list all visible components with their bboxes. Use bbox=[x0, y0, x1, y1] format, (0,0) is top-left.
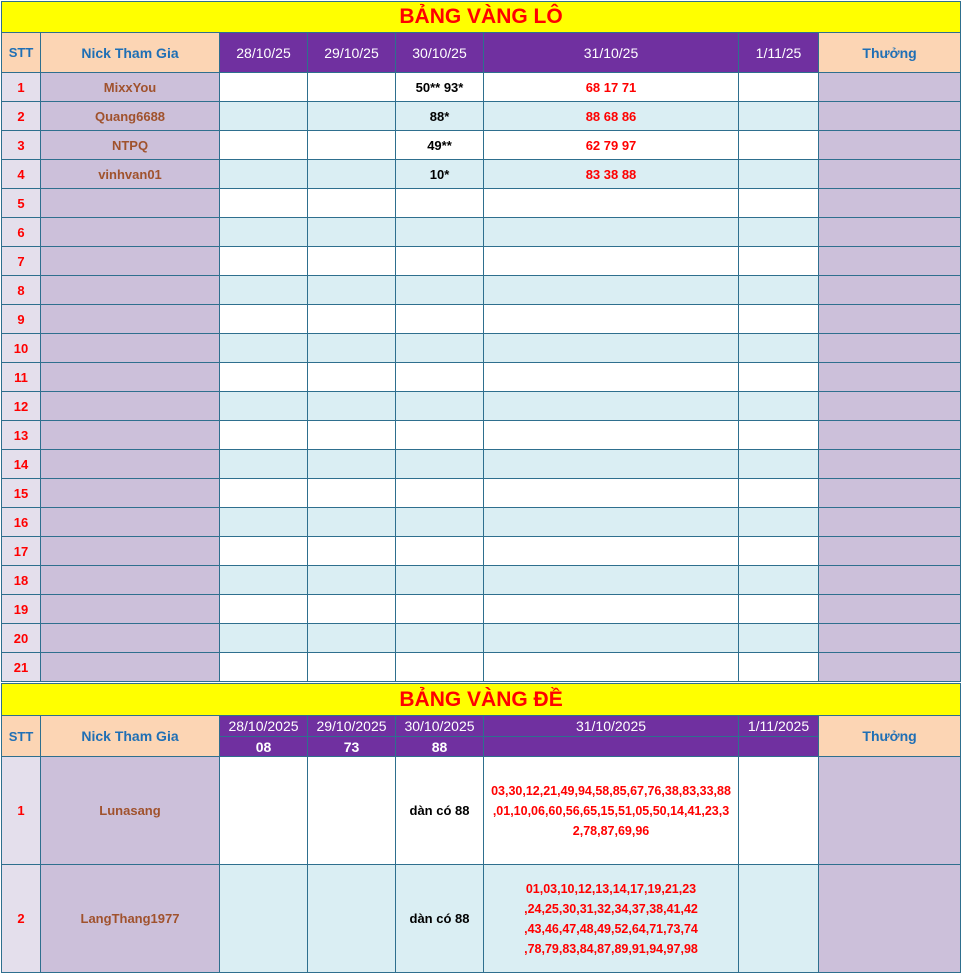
lo-row-date-5 bbox=[739, 160, 819, 189]
lo-row bbox=[2, 508, 961, 537]
de-number-line: 2,78,87,69,96 bbox=[572, 823, 650, 838]
de-row-date-4 bbox=[484, 757, 739, 865]
lo-row-date-2 bbox=[308, 218, 396, 247]
lo-row-date-4 bbox=[484, 537, 739, 566]
lo-row-date-3 bbox=[396, 247, 484, 276]
lo-row-date-3: 49** bbox=[396, 131, 484, 160]
lo-row bbox=[2, 189, 961, 218]
lo-row-nick bbox=[41, 653, 220, 682]
lo-row-reward bbox=[819, 392, 961, 421]
lo-row-date-2 bbox=[308, 450, 396, 479]
lo-row-date-4 bbox=[484, 653, 739, 682]
lo-row-nick bbox=[41, 247, 220, 276]
lo-row-date-3 bbox=[396, 624, 484, 653]
lo-row-date-4 bbox=[484, 305, 739, 334]
lo-row-stt: 2 bbox=[2, 102, 41, 131]
lo-row bbox=[2, 421, 961, 450]
lo-row-date-5 bbox=[739, 189, 819, 218]
lo-row-stt: 6 bbox=[2, 218, 41, 247]
lo-row-date-2 bbox=[308, 392, 396, 421]
lo-rows bbox=[2, 73, 961, 682]
lo-row-date-1 bbox=[220, 160, 308, 189]
lo-row-date-1 bbox=[220, 73, 308, 102]
lo-row-date-1 bbox=[220, 363, 308, 392]
de-header-date-3: 30/10/2025 bbox=[396, 716, 484, 737]
lo-row-date-5 bbox=[739, 247, 819, 276]
lo-row-date-2 bbox=[308, 363, 396, 392]
lo-row-date-3 bbox=[396, 479, 484, 508]
lo-row bbox=[2, 276, 961, 305]
lo-row-stt: 10 bbox=[2, 334, 41, 363]
lo-row-date-3 bbox=[396, 566, 484, 595]
lo-row-stt: 20 bbox=[2, 624, 41, 653]
lo-row-nick bbox=[41, 566, 220, 595]
lo-row-date-3 bbox=[396, 189, 484, 218]
lo-row-date-2 bbox=[308, 276, 396, 305]
de-header-date-4: 31/10/2025 bbox=[484, 716, 739, 737]
de-row-date-2 bbox=[308, 757, 396, 865]
lo-row-date-5 bbox=[739, 421, 819, 450]
lo-row bbox=[2, 131, 961, 160]
lo-row-reward bbox=[819, 102, 961, 131]
lo-row-date-4 bbox=[484, 276, 739, 305]
lo-row-reward bbox=[819, 653, 961, 682]
lo-row-date-2 bbox=[308, 247, 396, 276]
de-row-date-4 bbox=[484, 865, 739, 973]
lo-row-date-1 bbox=[220, 102, 308, 131]
de-header-date-1: 28/10/2025 bbox=[220, 716, 308, 737]
lo-row-stt: 1 bbox=[2, 73, 41, 102]
de-number-line: ,43,46,47,48,49,52,64,71,73,74 bbox=[524, 921, 698, 936]
de-row-date-5 bbox=[739, 865, 819, 973]
lo-row-stt: 8 bbox=[2, 276, 41, 305]
lo-row-stt: 14 bbox=[2, 450, 41, 479]
de-row-date-3: dàn có 88 bbox=[396, 865, 484, 973]
de-header-reward: Thưởng bbox=[819, 716, 961, 757]
lo-row-date-5 bbox=[739, 450, 819, 479]
lo-row-nick bbox=[41, 276, 220, 305]
lo-row bbox=[2, 102, 961, 131]
lo-row-date-4 bbox=[484, 566, 739, 595]
de-header-date-5: 1/11/2025 bbox=[739, 716, 819, 737]
lo-row bbox=[2, 653, 961, 682]
lo-row-date-5 bbox=[739, 653, 819, 682]
lo-row-date-5 bbox=[739, 508, 819, 537]
lo-table bbox=[1, 1, 961, 682]
lo-row-nick bbox=[41, 305, 220, 334]
lo-row-date-2 bbox=[308, 537, 396, 566]
lo-header-reward: Thưởng bbox=[819, 33, 961, 73]
de-rows bbox=[2, 757, 961, 973]
lo-row-date-2 bbox=[308, 479, 396, 508]
lo-row bbox=[2, 566, 961, 595]
lo-row-date-2 bbox=[308, 508, 396, 537]
lo-row-reward bbox=[819, 276, 961, 305]
de-header-nick: Nick Tham Gia bbox=[41, 716, 220, 757]
lo-row bbox=[2, 363, 961, 392]
lo-row-stt: 18 bbox=[2, 566, 41, 595]
lo-row-nick bbox=[41, 392, 220, 421]
de-number-line: 03,30,12,21,49,94,58,85,67,76,38,83,33,88 bbox=[491, 783, 731, 798]
de-row bbox=[2, 757, 961, 865]
lo-row-date-2 bbox=[308, 189, 396, 218]
lo-row-date-2 bbox=[308, 421, 396, 450]
lo-row-date-1 bbox=[220, 247, 308, 276]
lo-row-reward bbox=[819, 479, 961, 508]
lo-row-date-5 bbox=[739, 537, 819, 566]
lo-row-date-1 bbox=[220, 276, 308, 305]
lo-row-date-2 bbox=[308, 131, 396, 160]
lo-row-nick: MixxYou bbox=[41, 73, 220, 102]
lo-row-date-1 bbox=[220, 508, 308, 537]
lo-row-date-4 bbox=[484, 450, 739, 479]
lo-row-date-5 bbox=[739, 566, 819, 595]
lo-row-date-1 bbox=[220, 305, 308, 334]
lo-row bbox=[2, 595, 961, 624]
de-result-2: 73 bbox=[308, 737, 396, 757]
lo-row-stt: 5 bbox=[2, 189, 41, 218]
lo-row-nick bbox=[41, 334, 220, 363]
de-result-3: 88 bbox=[396, 737, 484, 757]
lo-row-reward bbox=[819, 421, 961, 450]
de-row bbox=[2, 865, 961, 973]
lo-row-date-3 bbox=[396, 305, 484, 334]
lo-row-stt: 16 bbox=[2, 508, 41, 537]
lo-row-date-3 bbox=[396, 537, 484, 566]
lo-header-stt: STT bbox=[2, 33, 41, 73]
de-number-line: ,24,25,30,31,32,34,37,38,41,42 bbox=[524, 901, 698, 916]
lo-row-nick bbox=[41, 595, 220, 624]
de-row-date-3: dàn có 88 bbox=[396, 757, 484, 865]
lo-header-date-2: 29/10/25 bbox=[308, 33, 396, 73]
lo-row-reward bbox=[819, 450, 961, 479]
lo-row-stt: 11 bbox=[2, 363, 41, 392]
lo-row-date-4 bbox=[484, 189, 739, 218]
lo-row-date-2 bbox=[308, 73, 396, 102]
lo-row-date-4 bbox=[484, 247, 739, 276]
lo-row-date-3 bbox=[396, 421, 484, 450]
lo-row-date-4 bbox=[484, 363, 739, 392]
lo-row bbox=[2, 537, 961, 566]
lo-row-date-5 bbox=[739, 392, 819, 421]
lo-row-date-3 bbox=[396, 334, 484, 363]
lo-row-date-2 bbox=[308, 160, 396, 189]
de-number-line: ,01,10,06,60,56,65,15,51,05,50,14,41,23,3 bbox=[492, 803, 730, 818]
lo-row-date-1 bbox=[220, 189, 308, 218]
lo-row-date-3 bbox=[396, 450, 484, 479]
de-row-reward bbox=[819, 757, 961, 865]
lo-row-reward bbox=[819, 73, 961, 102]
lo-row-date-5 bbox=[739, 479, 819, 508]
lo-row-stt: 15 bbox=[2, 479, 41, 508]
lo-row-date-3 bbox=[396, 392, 484, 421]
lo-row-date-2 bbox=[308, 102, 396, 131]
lo-row-date-1 bbox=[220, 479, 308, 508]
lo-row-date-2 bbox=[308, 566, 396, 595]
lo-header-nick: Nick Tham Gia bbox=[41, 33, 220, 73]
lo-row-reward bbox=[819, 218, 961, 247]
lo-row-reward bbox=[819, 189, 961, 218]
de-row-stt: 2 bbox=[2, 865, 41, 973]
lo-row bbox=[2, 218, 961, 247]
lo-row-reward bbox=[819, 247, 961, 276]
lo-row-date-4: 68 17 71 bbox=[484, 73, 739, 102]
lo-row-nick bbox=[41, 218, 220, 247]
de-row-reward bbox=[819, 865, 961, 973]
de-row-nick: Lunasang bbox=[41, 757, 220, 865]
lo-row-date-4 bbox=[484, 218, 739, 247]
lo-row-date-2 bbox=[308, 624, 396, 653]
lo-row-date-1 bbox=[220, 450, 308, 479]
lo-row-date-4: 88 68 86 bbox=[484, 102, 739, 131]
lo-row-nick bbox=[41, 624, 220, 653]
lo-row-date-3: 50** 93* bbox=[396, 73, 484, 102]
lo-row-reward bbox=[819, 363, 961, 392]
lo-row-date-4: 83 38 88 bbox=[484, 160, 739, 189]
lo-header-date-3: 30/10/25 bbox=[396, 33, 484, 73]
lo-row-date-1 bbox=[220, 334, 308, 363]
de-result-5 bbox=[739, 737, 819, 757]
lo-row-date-5 bbox=[739, 276, 819, 305]
lo-row-date-4 bbox=[484, 334, 739, 363]
lo-row-nick: Quang6688 bbox=[41, 102, 220, 131]
lo-row-date-4 bbox=[484, 479, 739, 508]
lo-row-date-1 bbox=[220, 595, 308, 624]
lo-row-stt: 12 bbox=[2, 392, 41, 421]
lo-row-reward bbox=[819, 537, 961, 566]
lo-row-nick bbox=[41, 450, 220, 479]
lo-row-nick bbox=[41, 479, 220, 508]
de-header-stt: STT bbox=[2, 716, 41, 757]
lo-title: BẢNG VÀNG LÔ bbox=[2, 2, 961, 33]
lo-row-date-2 bbox=[308, 595, 396, 624]
lo-row-reward bbox=[819, 566, 961, 595]
lo-row-date-3 bbox=[396, 508, 484, 537]
lo-row-date-5 bbox=[739, 305, 819, 334]
de-row-date-2 bbox=[308, 865, 396, 973]
lo-row-date-3 bbox=[396, 363, 484, 392]
lo-row-date-1 bbox=[220, 624, 308, 653]
de-number-line: ,78,79,83,84,87,89,91,94,97,98 bbox=[524, 941, 698, 956]
lo-header-date-4: 31/10/25 bbox=[484, 33, 739, 73]
lo-row-date-4 bbox=[484, 421, 739, 450]
lo-row-nick bbox=[41, 421, 220, 450]
lo-row-reward bbox=[819, 160, 961, 189]
lo-row-date-4 bbox=[484, 392, 739, 421]
lo-row-nick: NTPQ bbox=[41, 131, 220, 160]
lo-row-date-3 bbox=[396, 276, 484, 305]
lo-row-date-1 bbox=[220, 421, 308, 450]
lo-row-date-2 bbox=[308, 653, 396, 682]
de-result-1: 08 bbox=[220, 737, 308, 757]
lo-row-stt: 3 bbox=[2, 131, 41, 160]
lo-row-stt: 21 bbox=[2, 653, 41, 682]
lo-row bbox=[2, 73, 961, 102]
lo-row-date-4 bbox=[484, 624, 739, 653]
lo-row-date-1 bbox=[220, 537, 308, 566]
lo-row-date-1 bbox=[220, 131, 308, 160]
lo-row-date-1 bbox=[220, 218, 308, 247]
lo-header-date-5: 1/11/25 bbox=[739, 33, 819, 73]
lo-row-reward bbox=[819, 595, 961, 624]
lo-row-stt: 4 bbox=[2, 160, 41, 189]
lo-row-reward bbox=[819, 131, 961, 160]
lo-row-nick bbox=[41, 508, 220, 537]
lo-row-stt: 13 bbox=[2, 421, 41, 450]
lo-row-reward bbox=[819, 305, 961, 334]
lo-row bbox=[2, 392, 961, 421]
lo-row-date-4: 62 79 97 bbox=[484, 131, 739, 160]
lo-row-date-1 bbox=[220, 653, 308, 682]
lo-row-date-5 bbox=[739, 218, 819, 247]
de-title: BẢNG VÀNG ĐỀ bbox=[2, 684, 961, 716]
lo-row bbox=[2, 305, 961, 334]
de-row-nick: LangThang1977 bbox=[41, 865, 220, 973]
de-header-date-2: 29/10/2025 bbox=[308, 716, 396, 737]
lo-row-reward bbox=[819, 624, 961, 653]
lo-row-date-5 bbox=[739, 131, 819, 160]
lo-row-date-3: 10* bbox=[396, 160, 484, 189]
lo-row bbox=[2, 334, 961, 363]
lo-row bbox=[2, 450, 961, 479]
lo-row-date-3: 88* bbox=[396, 102, 484, 131]
lo-row-date-3 bbox=[396, 595, 484, 624]
lo-row-nick: vinhvan01 bbox=[41, 160, 220, 189]
lo-row-nick bbox=[41, 537, 220, 566]
lo-row-reward bbox=[819, 508, 961, 537]
lo-row-date-3 bbox=[396, 218, 484, 247]
lo-row-date-2 bbox=[308, 334, 396, 363]
de-row-date-1 bbox=[220, 865, 308, 973]
de-number-line: 01,03,10,12,13,14,17,19,21,23 bbox=[525, 881, 697, 896]
lo-row-date-5 bbox=[739, 73, 819, 102]
de-row-date-5 bbox=[739, 757, 819, 865]
lo-row bbox=[2, 247, 961, 276]
lo-row-date-5 bbox=[739, 363, 819, 392]
lo-row-stt: 7 bbox=[2, 247, 41, 276]
lo-row-date-1 bbox=[220, 566, 308, 595]
lo-row-date-5 bbox=[739, 624, 819, 653]
lo-row-stt: 19 bbox=[2, 595, 41, 624]
lo-row bbox=[2, 479, 961, 508]
de-result-4 bbox=[484, 737, 739, 757]
lo-row-date-2 bbox=[308, 305, 396, 334]
lo-row-stt: 9 bbox=[2, 305, 41, 334]
de-table bbox=[1, 683, 961, 973]
lo-row-nick bbox=[41, 189, 220, 218]
lo-row-nick bbox=[41, 363, 220, 392]
de-row-stt: 1 bbox=[2, 757, 41, 865]
lo-row-reward bbox=[819, 334, 961, 363]
lo-row bbox=[2, 160, 961, 189]
lo-row-date-4 bbox=[484, 508, 739, 537]
lo-header-date-1: 28/10/25 bbox=[220, 33, 308, 73]
de-row-date-1 bbox=[220, 757, 308, 865]
lo-row-date-4 bbox=[484, 595, 739, 624]
lo-row-date-5 bbox=[739, 595, 819, 624]
lo-row-date-1 bbox=[220, 392, 308, 421]
lo-row-date-5 bbox=[739, 102, 819, 131]
lo-row-date-3 bbox=[396, 653, 484, 682]
lo-row-stt: 17 bbox=[2, 537, 41, 566]
lo-row-date-5 bbox=[739, 334, 819, 363]
lo-row bbox=[2, 624, 961, 653]
